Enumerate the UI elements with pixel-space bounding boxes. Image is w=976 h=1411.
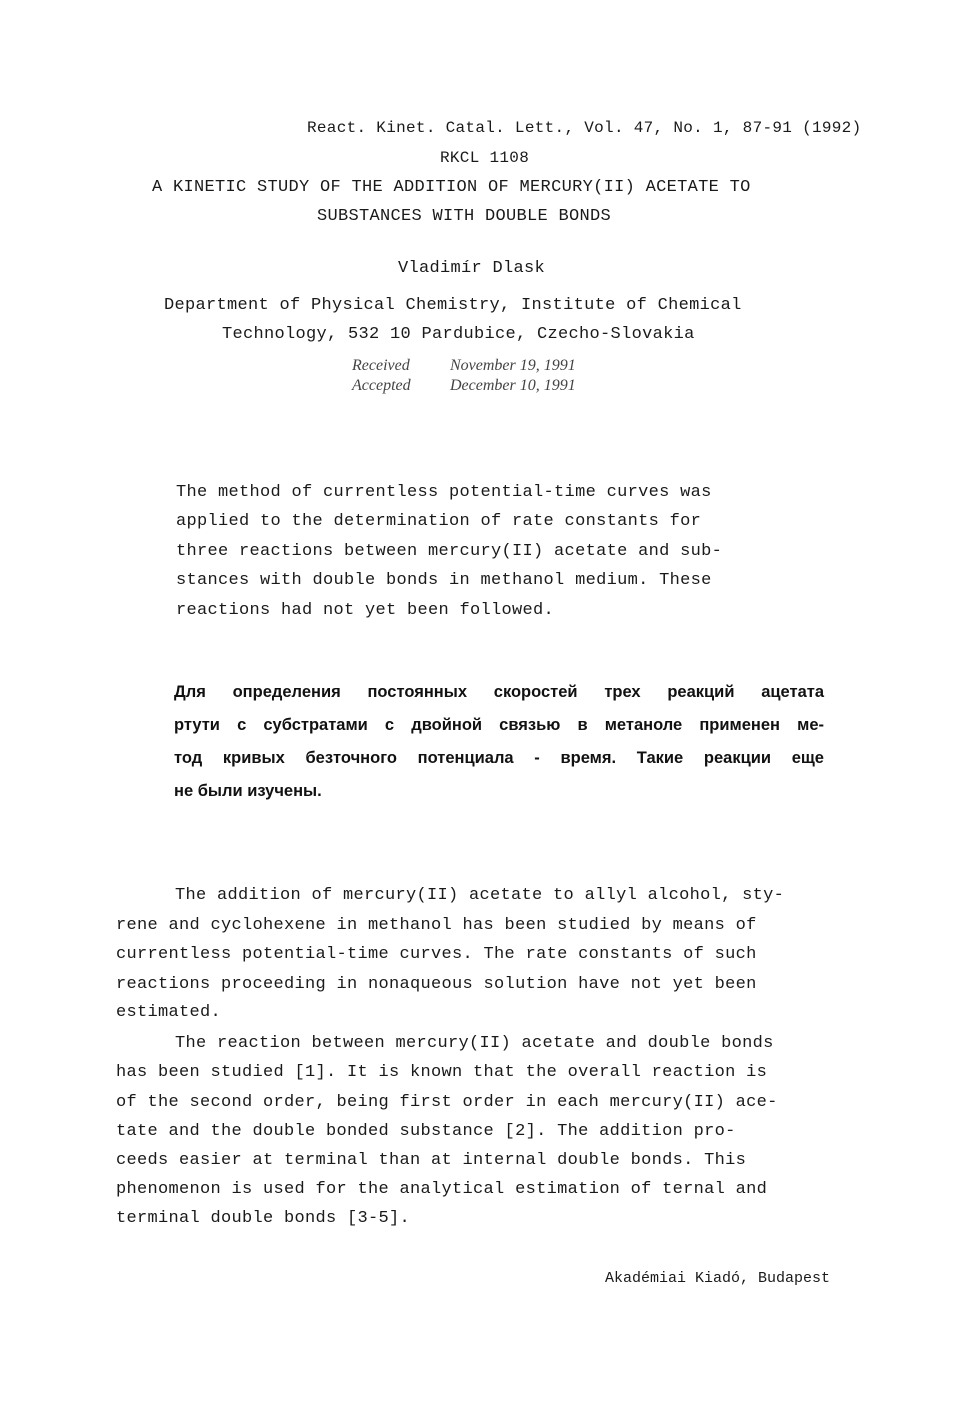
body-line: has been studied [1]. It is known that the overall reaction is — [116, 1063, 768, 1082]
author-name: Vladimír Dlask — [398, 259, 546, 278]
body-line: phenomenon is used for the analytical estimation of ternal and — [116, 1180, 768, 1199]
abstract-ru-line: ртути с субстратами с двойной связью в метаноле применен ме- — [174, 716, 824, 734]
body-line: estimated. — [116, 1003, 222, 1022]
abstract-en-line: The method of currentless potential-time curves was — [176, 483, 712, 502]
body-line: The addition of mercury(II) acetate to allyl alcohol, sty- — [175, 886, 785, 905]
body-line: currentless potential-time curves. The rate constants of such — [116, 945, 757, 964]
title-line-1: A KINETIC STUDY OF THE ADDITION OF MERCURY(II) ACETATE TO — [152, 178, 751, 197]
abstract-ru-line: не были изучены. — [174, 782, 322, 800]
body-line: reactions proceeding in nonaqueous solution have not yet been — [116, 975, 757, 994]
received-label: Received — [352, 357, 410, 374]
body-line: terminal double bonds [3-5]. — [116, 1209, 411, 1228]
body-line: of the second order, being first order in each mercury(II) ace- — [116, 1093, 778, 1112]
affiliation-line-1: Department of Physical Chemistry, Institute of Chemical — [164, 296, 742, 315]
abstract-en-line: three reactions between mercury(II) acetate and sub- — [176, 542, 723, 561]
affiliation-line-2: Technology, 532 10 Pardubice, Czecho-Slovakia — [222, 325, 695, 344]
abstract-en-line: stances with double bonds in methanol medium. These — [176, 571, 712, 590]
abstract-ru-line: Для определения постоянных скоростей трех реакций ацетата — [174, 683, 824, 701]
publisher-footer: Akadémiai Kiadó, Budapest — [605, 1270, 831, 1287]
abstract-en-line: applied to the determination of rate constants for — [176, 512, 702, 531]
body-line: tate and the double bonded substance [2]. The addition pro- — [116, 1122, 736, 1141]
received-date: November 19, 1991 — [450, 357, 576, 374]
accepted-date: December 10, 1991 — [450, 377, 576, 394]
article-code: RKCL 1108 — [440, 149, 530, 167]
abstract-en-line: reactions had not yet been followed. — [176, 601, 555, 620]
title-line-2: SUBSTANCES WITH DOUBLE BONDS — [317, 207, 612, 226]
body-line: ceeds easier at terminal than at internal double bonds. This — [116, 1151, 747, 1170]
citation-line: React. Kinet. Catal. Lett., Vol. 47, No. 1, 87-91 (1992) — [307, 119, 862, 137]
abstract-ru-line: тод кривых безточного потенциала - время. Такие реакции еще — [174, 749, 824, 767]
accepted-label: Accepted — [352, 377, 411, 394]
body-line: rene and cyclohexene in methanol has been studied by means of — [116, 916, 757, 935]
body-line: The reaction between mercury(II) acetate and double bonds — [175, 1034, 774, 1053]
